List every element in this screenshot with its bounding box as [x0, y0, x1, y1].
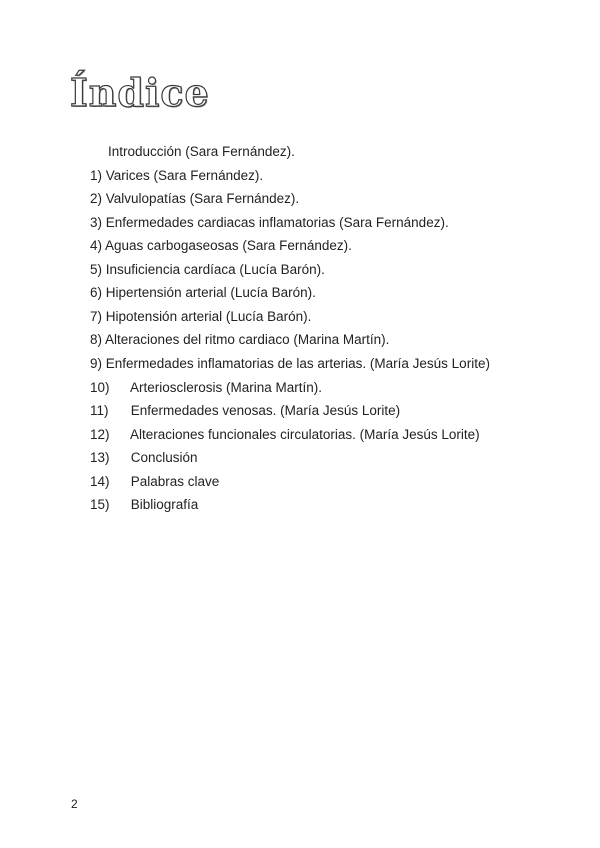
toc-item-text: Aguas carbogaseosas (Sara Fernández).: [105, 238, 352, 253]
toc-item-text: Alteraciones del ritmo cardiaco (Marina Martín).: [105, 332, 390, 347]
toc-item: [90, 215, 449, 231]
toc-item-text: Varices (Sara Fernández).: [105, 168, 264, 183]
toc-item-text: Enfermedades inflamatorias de las arterias. (María Jesús Lorite): [105, 356, 490, 371]
toc-item-text: Hipotensión arterial (Lucía Barón).: [105, 309, 312, 324]
toc-item-number: 9): [90, 356, 103, 371]
toc-item: [90, 497, 198, 513]
toc-item-number: 15): [90, 497, 110, 512]
toc-item-number: 3): [90, 215, 103, 230]
toc-item: [90, 309, 311, 325]
toc-item-number: 2): [90, 191, 103, 206]
toc-item: [90, 427, 480, 443]
toc-item: [90, 262, 325, 278]
toc-item: [90, 474, 219, 490]
toc-item-number: 14): [90, 474, 110, 489]
page-number: 2: [71, 797, 78, 811]
toc-item: [90, 191, 299, 207]
toc-item-number: 6): [90, 285, 103, 300]
toc-item-text: Palabras clave: [130, 474, 220, 489]
toc-item-number: 8): [90, 332, 103, 347]
toc-item-text: Valvulopatías (Sara Fernández).: [105, 191, 300, 206]
toc-item: [90, 356, 490, 372]
toc-item-number: 13): [90, 450, 110, 465]
page-title: Índice: [70, 70, 210, 115]
toc-item: [90, 238, 352, 254]
toc-item: [90, 168, 263, 184]
toc-item-number: 10): [90, 380, 110, 395]
toc-item-number: 5): [90, 262, 103, 277]
toc-item-text: Introducción (Sara Fernández).: [108, 144, 295, 159]
toc-item-text: Insuficiencia cardíaca (Lucía Barón).: [105, 262, 325, 277]
toc-item-intro: [90, 144, 295, 160]
toc-item: [90, 380, 322, 396]
toc-item-number: 11): [90, 403, 109, 418]
toc-item-number: 1): [90, 168, 103, 183]
toc-item-text: Arteriosclerosis (Marina Martín).: [130, 380, 323, 395]
toc-item: [90, 285, 316, 301]
toc-item-text: Enfermedades cardiacas inflamatorias (Sara Fernández).: [105, 215, 449, 230]
toc-item-text: Hipertensión arterial (Lucía Barón).: [105, 285, 316, 300]
toc-item-text: Enfermedades venosas. (María Jesús Lorite): [130, 403, 401, 418]
toc-item: [90, 332, 389, 348]
toc-item-number: 4): [90, 238, 103, 253]
toc-item: [90, 403, 400, 419]
toc-item-number: 12): [90, 427, 110, 442]
toc-item-number: 7): [90, 309, 103, 324]
toc-item-text: Conclusión: [130, 450, 198, 465]
toc-item: [90, 450, 198, 466]
toc-item-text: Alteraciones funcionales circulatorias. (María Jesús Lorite): [130, 427, 480, 442]
toc-item-text: Bibliografía: [130, 497, 199, 512]
